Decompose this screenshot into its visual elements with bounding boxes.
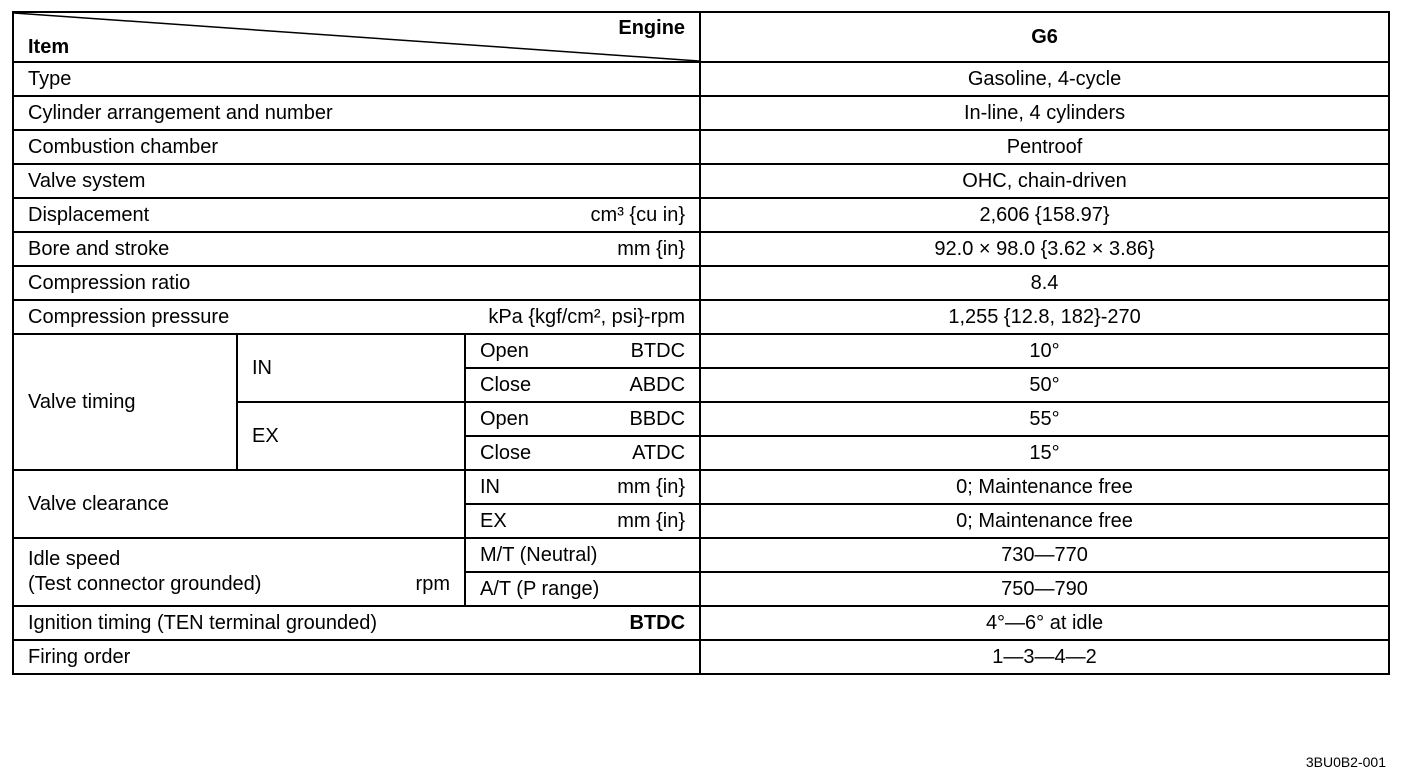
ex-open-ref: BBDC [629, 407, 686, 430]
firing-order-value: 1—3—4—2 [700, 640, 1389, 674]
table-row [13, 334, 1389, 368]
displacement-cell [13, 198, 700, 232]
item-header-label: Item [28, 36, 70, 58]
idle-at-label: A/T (P range) [465, 572, 700, 606]
engine-spec-table [12, 11, 1390, 675]
ex-open-label: Open [480, 407, 529, 430]
type-label: Type [13, 62, 700, 96]
diagonal-divider [14, 13, 699, 61]
clearance-in-unit: mm {in} [617, 475, 686, 498]
table-row [13, 232, 1389, 266]
figure-code: 3BU0B2-001 [1305, 754, 1386, 770]
bore-value: 92.0 × 98.0 {3.62 × 3.86} [700, 232, 1389, 266]
in-open-value: 10° [700, 334, 1389, 368]
table-row [13, 130, 1389, 164]
clearance-ex-cell [465, 504, 700, 538]
in-close-value: 50° [700, 368, 1389, 402]
displacement-unit: cm³ {cu in} [590, 203, 686, 226]
ex-close-value: 15° [700, 436, 1389, 470]
compression-pressure-value: 1,255 {12.8, 182}-270 [700, 300, 1389, 334]
compression-pressure-cell [13, 300, 700, 334]
type-value: Gasoline, 4-cycle [700, 62, 1389, 96]
valve-system-label: Valve system [13, 164, 700, 198]
firing-order-label: Firing order [13, 640, 700, 674]
valve-clearance-label: Valve clearance [13, 470, 465, 538]
clearance-ex-value: 0; Maintenance free [700, 504, 1389, 538]
in-open-ref: BTDC [630, 339, 686, 362]
idle-speed-line1: Idle speed [28, 547, 121, 570]
header-row [13, 12, 1389, 62]
table-row [13, 300, 1389, 334]
idle-mt-label: M/T (Neutral) [465, 538, 700, 572]
table-row [13, 198, 1389, 232]
engine-model-header: G6 [700, 12, 1389, 62]
ex-open-value: 55° [700, 402, 1389, 436]
combustion-label: Combustion chamber [13, 130, 700, 164]
cylinder-value: In-line, 4 cylinders [700, 96, 1389, 130]
table-row [13, 266, 1389, 300]
table-row [13, 62, 1389, 96]
compression-pressure-unit: kPa {kgf/cm², psi}-rpm [488, 305, 686, 328]
in-open-label: Open [480, 339, 529, 362]
ignition-cell [13, 606, 700, 640]
idle-speed-cell [13, 538, 465, 606]
header-corner-cell [13, 12, 700, 62]
table-row [13, 606, 1389, 640]
idle-at-value: 750—790 [700, 572, 1389, 606]
table-row [13, 96, 1389, 130]
clearance-in-label: IN [480, 475, 500, 498]
compression-pressure-label: Compression pressure [28, 305, 230, 328]
idle-speed-line2: (Test connector grounded) [28, 572, 262, 595]
table-row [13, 164, 1389, 198]
ignition-value: 4°—6° at idle [700, 606, 1389, 640]
clearance-ex-label: EX [480, 509, 507, 532]
valve-timing-in-label: IN [237, 334, 465, 402]
valve-timing-ex-label: EX [237, 402, 465, 470]
ignition-label: Ignition timing (TEN terminal grounded) [28, 611, 378, 634]
bore-cell [13, 232, 700, 266]
combustion-value: Pentroof [700, 130, 1389, 164]
ex-close-label: Close [480, 441, 532, 464]
clearance-in-cell [465, 470, 700, 504]
clearance-in-value: 0; Maintenance free [700, 470, 1389, 504]
bore-label: Bore and stroke [28, 237, 170, 260]
idle-speed-unit: rpm [415, 572, 450, 595]
idle-mt-value: 730—770 [700, 538, 1389, 572]
engine-header-label: Engine [618, 17, 686, 39]
table-row [13, 538, 1389, 572]
compression-ratio-value: 8.4 [700, 266, 1389, 300]
table-row [13, 470, 1389, 504]
clearance-ex-unit: mm {in} [617, 509, 686, 532]
compression-ratio-label: Compression ratio [13, 266, 700, 300]
ignition-unit: BTDC [629, 611, 686, 634]
bore-unit: mm {in} [617, 237, 686, 260]
ex-close-cell [465, 436, 700, 470]
cylinder-label: Cylinder arrangement and number [13, 96, 700, 130]
ex-open-cell [465, 402, 700, 436]
displacement-label: Displacement [28, 203, 150, 226]
in-close-ref: ABDC [629, 373, 686, 396]
valve-timing-label: Valve timing [13, 334, 237, 470]
in-close-cell [465, 368, 700, 402]
valve-system-value: OHC, chain-driven [700, 164, 1389, 198]
displacement-value: 2,606 {158.97} [700, 198, 1389, 232]
in-close-label: Close [480, 373, 532, 396]
table-row [13, 640, 1389, 674]
ex-close-ref: ATDC [632, 441, 686, 464]
in-open-cell [465, 334, 700, 368]
